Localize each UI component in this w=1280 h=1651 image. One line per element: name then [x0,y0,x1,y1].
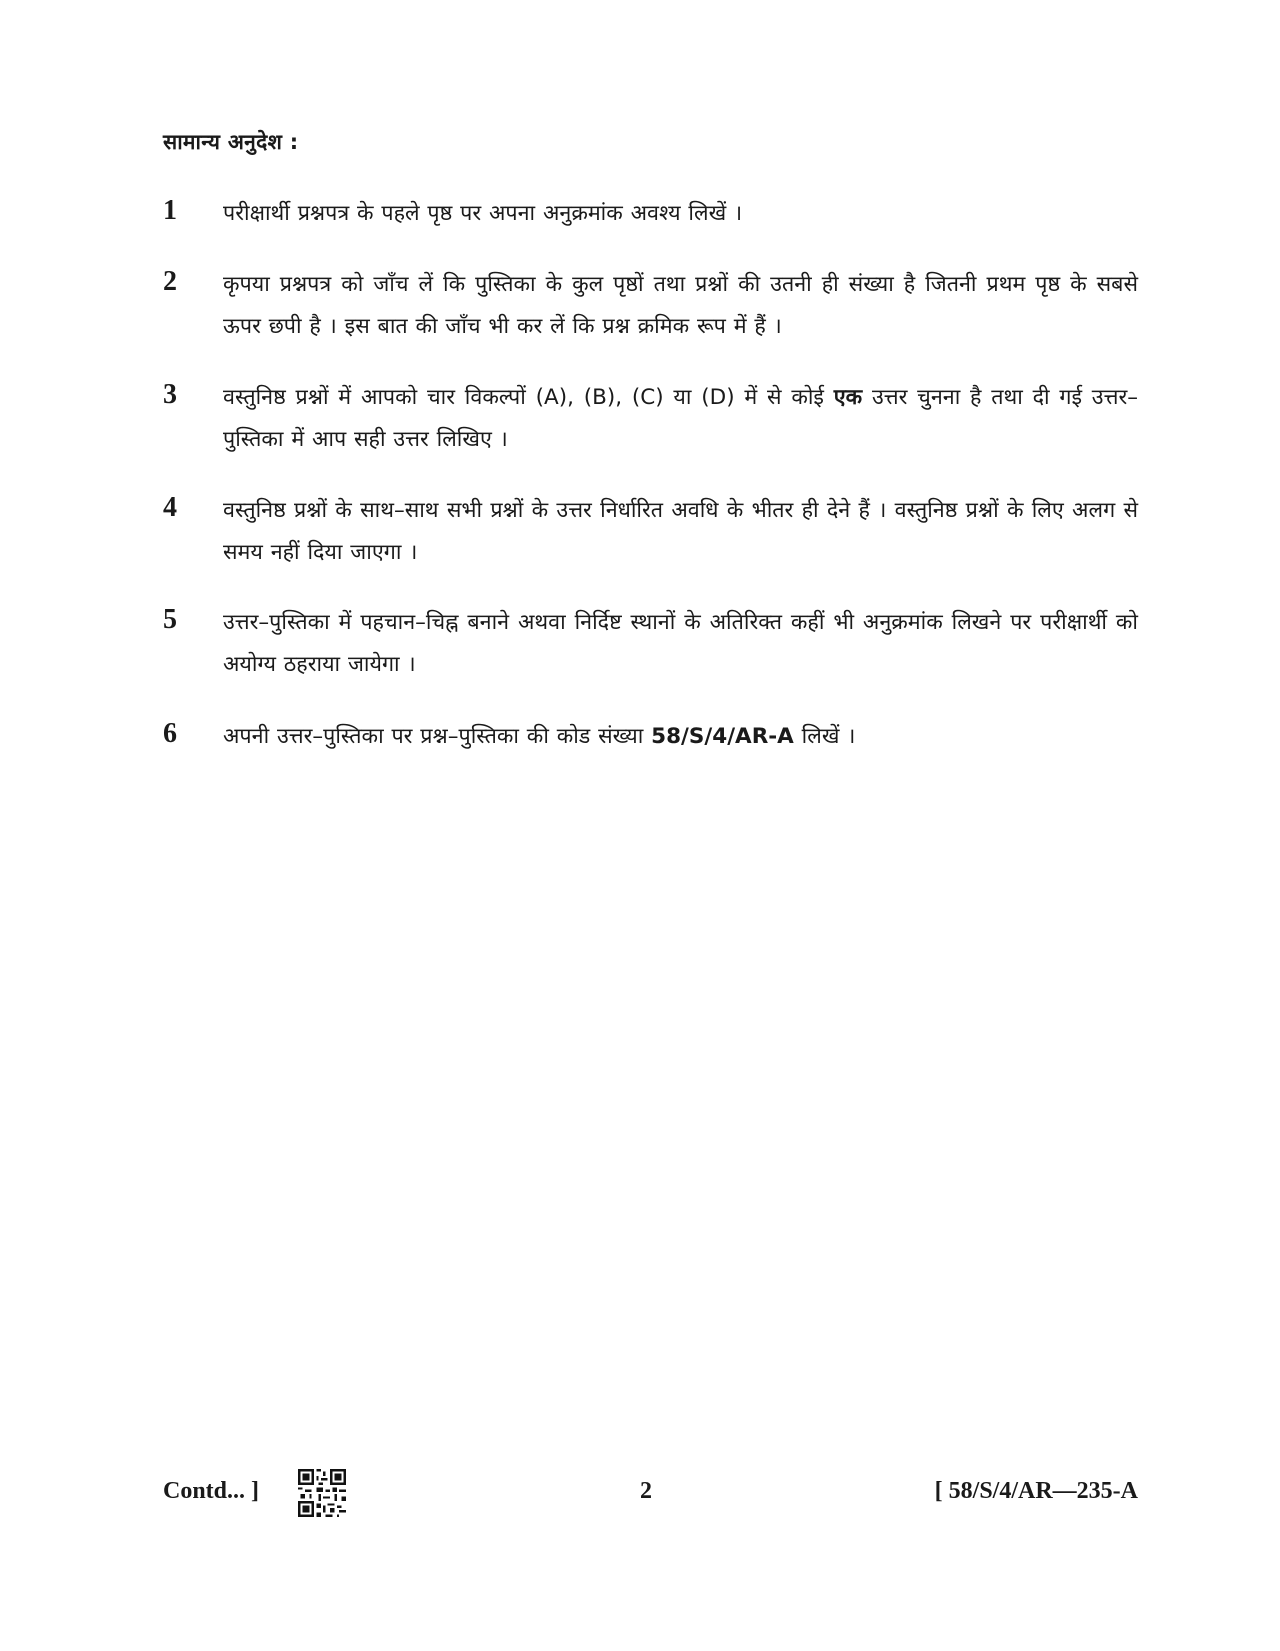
instruction-text: वस्तुनिष्ठ प्रश्नों के साथ–साथ सभी प्रश्नों के उत्तर निर्धारित अवधि के भीतर ही देने हैं । वस्तुनिष्ठ प्रश्नों के लिए अलग से समय नहीं दिया जाएगा । [223,498,1138,565]
instruction-text [223,716,1138,758]
qr-code-icon [298,1469,346,1517]
instruction-text: कृपया प्रश्नपत्र को जाँच लें कि पुस्तिका के कुल पृष्ठों तथा प्रश्नों की उतनी ही संख्या है जितनी प्रथम पृष्ठ के सबसे ऊपर छपी है । इस बात की जाँच भी कर लें कि प्रश्न क्रमिक रूप में हैं । [223,272,1138,339]
instruction-emphasis: 58/S/4/AR-A [651,724,794,749]
instruction-text: उत्तर–पुस्तिका में पहचान–चिह्न बनाने अथवा निर्दिष्ट स्थानों के अतिरिक्त कहीं भी अनुक्रमांक लिखने पर परीक्षार्थी को अयोग्य ठहराया जायेगा । [223,610,1138,677]
instruction-item [163,602,1138,686]
instruction-number: 3 [163,379,177,410]
instruction-text: परीक्षार्थी प्रश्नपत्र के पहले पृष्ठ पर अपना अनुक्रमांक अवश्य लिखें । [223,201,743,226]
instruction-number: 6 [163,718,177,749]
instruction-number: 4 [163,492,177,523]
instruction-text-part: वस्तुनिष्ठ प्रश्नों में आपको चार विकल्पों (A), (B), (C) या (D) में से कोई [223,385,824,410]
page-heading: सामान्य अनुदेश : [163,130,299,154]
instruction-number: 1 [163,195,177,226]
instruction-text-part: उत्तर चुनना है तथा दी गई उत्तर–पुस्तिका में आप सही उत्तर लिखिए । [223,385,1138,452]
instruction-emphasis: एक [833,385,863,410]
instruction-item [163,490,1138,574]
page-number: 2 [640,1478,652,1504]
instruction-item [163,377,1138,461]
instruction-text-part: लिखें । [801,724,856,749]
instruction-text [223,377,1138,461]
instruction-number: 2 [163,266,177,297]
instruction-item [163,716,1138,758]
instruction-text-part: अपनी उत्तर–पुस्तिका पर प्रश्न–पुस्तिका की कोड संख्या [223,724,644,749]
paper-code: [ 58/S/4/AR—235-A [934,1478,1138,1504]
contd-label: Contd... ] [163,1478,260,1504]
instruction-number: 5 [163,604,177,635]
instruction-item [163,264,1138,348]
instruction-item [163,193,1138,235]
